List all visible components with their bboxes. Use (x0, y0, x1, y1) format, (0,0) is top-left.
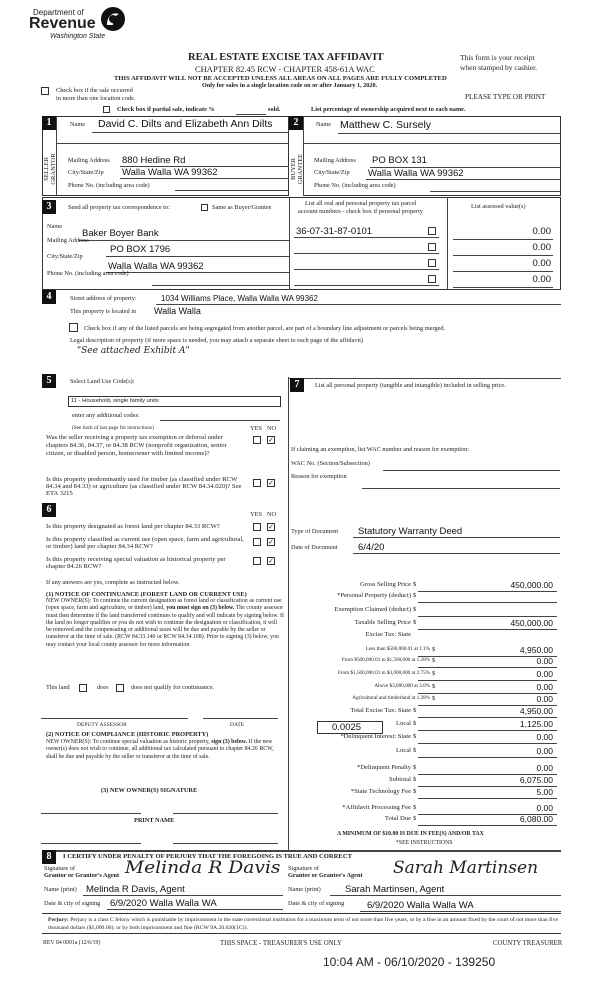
street-label: Street address of property: (70, 295, 137, 302)
section-6-badge: 6 (42, 503, 56, 517)
seller-name-label: Name (70, 121, 86, 128)
buyer-name-field[interactable]: Matthew C. Sursely (340, 119, 432, 131)
tax-row-value[interactable]: 1,125.00 (519, 719, 553, 729)
grantee-sig-label-2: Grantee or Grantee's Agent (288, 872, 363, 879)
tax-row-value[interactable]: 0.00 (536, 694, 553, 704)
tax-row-label: Local (395, 747, 411, 754)
wac-label: WAC No. (Section/Subsection) (291, 460, 370, 467)
tax-row-value[interactable]: 6,080.00 (519, 814, 553, 824)
correspondence-label: Send all property tax correspondence to: (68, 204, 170, 211)
assessor-date-label: DATE (230, 722, 245, 728)
no-header-6: NO (267, 511, 277, 518)
currency-symbol: $ (413, 606, 417, 613)
receipt-note-2: when stamped by cashier. (460, 63, 538, 72)
assessed-values-header: List assessed value(s) (471, 203, 526, 210)
tax-row-value[interactable]: 0.00 (536, 763, 553, 773)
partial-sale-checkbox[interactable] (103, 106, 110, 113)
tax-row-label: *Affidavit Processing Fee (342, 804, 411, 811)
wac-field[interactable] (383, 470, 560, 471)
parcels-header: List all real and personal property tax parcel (305, 200, 417, 207)
certify-statement: I CERTIFY UNDER PENALTY OF PERJURY THAT THE FOREGOING IS TRUE AND CORRECT (63, 853, 352, 860)
if-yes-note: If any answers are yes, complete as instructed below. (46, 579, 180, 586)
grantor-sig-label: Signature of (44, 865, 75, 872)
seller-name-field[interactable]: David C. Dilts and Elizabeth Ann Dilts (98, 118, 273, 130)
seller-phone-label: Phone No. (including area code) (68, 182, 150, 189)
parcels-header-2: account numbers - check box if personal property (298, 208, 424, 215)
parcel-number[interactable]: 36-07-31-87-0101 (296, 226, 373, 237)
this-land-label: This land (46, 684, 70, 691)
currency-symbol: $ (413, 804, 417, 811)
section-4-badge: 4 (42, 290, 56, 304)
grantee-date-field[interactable]: 6/9/2020 Walla Walla WA (367, 900, 474, 911)
does-label: does (97, 684, 109, 691)
tax-row-label: Exemption Claimed (deduct) (334, 606, 411, 613)
currency-symbol: $ (413, 720, 417, 727)
tax-row-value[interactable]: 0.00 (536, 732, 553, 742)
reason-field[interactable] (362, 488, 560, 489)
does-not-label: does not qualify for continuance. (131, 684, 215, 691)
buyer-name-label: Name (316, 121, 332, 128)
q2-yes-checkbox[interactable] (253, 479, 261, 487)
currency-symbol: $ (413, 592, 417, 599)
seller-city-label: City/State/Zip (68, 169, 104, 176)
doc-type-field[interactable]: Statutory Warranty Deed (358, 526, 463, 537)
q1-yes-checkbox[interactable] (253, 436, 261, 444)
same-as-buyer-label: Same as Buyer/Grantee (212, 204, 272, 211)
warning-text: THIS AFFIDAVIT WILL NOT BE ACCEPTED UNLESS ALL AREAS ON ALL PAGES ARE FULLY COMPLETED (114, 75, 447, 82)
forest-yes-checkbox[interactable] (253, 523, 261, 531)
currency-symbol: $ (413, 733, 417, 740)
q1-no-checkbox[interactable]: ✓ (268, 436, 274, 444)
notice1-body: NEW OWNER(S): To continue the current designation as forest land or classification as current use (open space, farm and agriculture, or timber) land, you must sign on (3) below. The county assessor must then determine if the land transferred continues to qualify and will indicate by signing below. If the land no longer qualifies or you do not wish to continue the designation or classification, it will be removed and the compensating or additional taxes will be due and payable by the seller or transferor at the time of sale. (RCW 84.33.140 or RCW 84.34.108). Prior to signing (3) below, you may contact your local county assessor for more information. (46, 598, 284, 648)
currency-symbol: $ (432, 657, 436, 664)
tax-row-label: *Delinquent Penalty (356, 764, 411, 771)
same-as-buyer-checkbox[interactable] (201, 204, 208, 211)
grantee-name-field[interactable]: Sarah Martinsen, Agent (345, 884, 445, 895)
seller-side-label: SELLER GRANTOR (43, 153, 57, 185)
reason-label: Reason for exemption (291, 473, 347, 480)
grantor-name-label: Name (print) (44, 886, 77, 893)
partial-sale-label: Check box if partial sale, indicate % (117, 106, 215, 113)
tax-row-label: *State Technology Fee (350, 788, 411, 795)
tax-row-label: Local (395, 720, 411, 727)
currency-symbol: $ (413, 764, 417, 771)
grantee-name-label: Name (print) (288, 886, 321, 893)
deputy-assessor-line[interactable] (41, 718, 188, 719)
buyer-city-label: City/State/Zip (314, 169, 350, 176)
corr-mailing-label: Mailing Address (47, 237, 89, 244)
multi-location-checkbox[interactable] (41, 87, 49, 95)
sold-label: sold. (268, 106, 281, 113)
tax-row-value[interactable]: 4,950.00 (519, 706, 553, 716)
personal-property-checkbox[interactable] (428, 259, 436, 267)
form-revision: REV 84 0001a (12/6/19) (43, 940, 101, 946)
multi-location-label-2: in more than one location code. (56, 95, 136, 102)
exemption-label: If claiming an exemption, list WAC number and reason for exemption: (291, 446, 470, 453)
tax-row-label: Total Excise Tax: State (350, 707, 411, 714)
currency-symbol: $ (413, 581, 417, 588)
partial-percent-field[interactable] (236, 114, 266, 115)
corr-city-field[interactable]: Walla Walla WA 99362 (108, 261, 204, 272)
personal-property-checkbox[interactable] (428, 243, 436, 251)
currency-symbol: $ (413, 776, 417, 783)
receipt-stamp: 10:04 AM - 06/10/2020 - 139250 (323, 955, 496, 969)
forest-question: Is this property designated as forest land per chapter 84.33 RCW? (46, 523, 220, 530)
seller-mailing-field[interactable]: 880 Hedine Rd (122, 155, 186, 166)
currency-symbol: $ (413, 788, 417, 795)
tax-row-label: From $500,000.01 to $1,500,000 at 1.28% (341, 657, 430, 663)
grantor-signature[interactable]: Melinda R Davis (124, 858, 281, 878)
page-title: REAL ESTATE EXCISE TAX AFFIDAVIT (188, 52, 384, 63)
tax-row-value[interactable]: 450,000.00 (510, 618, 553, 628)
legal-label: Legal description of property (if more space is needed, you may attach a separate sheet to each page of the affidavit) (70, 337, 364, 344)
currency-symbol: $ (413, 707, 417, 714)
segregated-checkbox[interactable] (69, 323, 78, 332)
corr-mailing-field[interactable]: PO BOX 1796 (110, 244, 171, 255)
buyer-phone-field[interactable] (430, 191, 561, 192)
page-subtitle: CHAPTER 82.45 RCW - CHAPTER 458-61A WAC (195, 64, 375, 74)
buyer-side-label: BUYER GRANTEE (290, 153, 304, 185)
corr-name-field[interactable]: Baker Boyer Bank (82, 228, 159, 239)
grantor-date-field[interactable]: 6/9/2020 Walla Walla WA (110, 898, 217, 909)
personal-property-label: List all personal property (tangible and intangible) included in selling price. (315, 382, 506, 389)
tax-row-label: *Delinquent Interest: State (340, 733, 411, 740)
tax-row-label: Subtotal (389, 776, 411, 783)
seller-phone-field[interactable] (175, 190, 289, 191)
perjury-notice: Perjury: Perjury is a class C felony which is punishable by imprisonment in the state correctional institution for a maximum term of not more than five years, or by a fine in an amount fixed by the court of not more than five thousand dollars ($5,000.00), or by both imprisonment and fine (RCW 9A.20.020(1C)). (42, 913, 561, 934)
currency-symbol: $ (432, 646, 436, 653)
new-owner-signature-line-2[interactable] (173, 813, 278, 814)
receipt-note-1: This form is your receipt (460, 53, 535, 62)
historical-question: Is this property receiving special valuation as historical property per chapter 84.26 RCW? (46, 556, 226, 570)
local-rate-value: 0.0025 (332, 722, 362, 733)
print-name-label: PRINT NAME (134, 817, 175, 824)
grantee-date-label: Date & city of signing (288, 900, 345, 907)
new-owner-signature-line-1[interactable] (41, 813, 141, 814)
land-use-label: Select Land Use Code(s): (70, 378, 135, 385)
notice2-body: NEW OWNER(S): To continue special valuation as historic property, sign (3) below. If the new owner(s) does not wish to continue, all additional tax calculated pursuant to chapter 84.26 RCW, shall be due and payable by the seller or transferor at the time of sale. (46, 739, 274, 760)
assessed-value[interactable]: 0.00 (532, 226, 551, 237)
currency-symbol: $ (413, 815, 417, 822)
local-rate-box[interactable] (317, 721, 383, 734)
tax-row-label: Less than $500,000.01 at 1.1% (365, 646, 430, 652)
notice2-title: (2) NOTICE OF COMPLIANCE (HISTORIC PROPERTY) (46, 731, 209, 738)
only-for-note: Only for sales in a single location code on or after January 1, 2020. (202, 82, 378, 89)
legal-description-field[interactable]: "See attached Exhibit A" (77, 346, 190, 356)
corr-phone-label: Phone No. (including area code) (47, 270, 129, 277)
personal-property-checkbox[interactable] (428, 227, 436, 235)
ownership-note: List percentage of ownership acquired next to each name. (311, 106, 466, 113)
corr-phone-field[interactable] (152, 285, 289, 286)
timber-question: Is this property predominantly used for timber (as classified under RCW 84.34 and 84.33) or agriculture (as classified under RCW 84.34.020)? See ETA 3215 (46, 476, 242, 497)
yes-header-6: YES (250, 511, 262, 518)
tax-row-value[interactable]: 0.00 (536, 669, 553, 679)
minimum-note: A MINIMUM OF $10.00 IS DUE IN FEE(S) AND/OR TAX (337, 831, 484, 837)
current-use-no-checkbox[interactable]: ✓ (268, 538, 274, 546)
section-2-badge: 2 (289, 116, 303, 130)
grantor-sig-label-2: Grantor or Grantor's Agent (44, 872, 120, 879)
deputy-assessor-label: DEPUTY ASSESSOR (77, 722, 127, 728)
assessor-date-line[interactable] (203, 718, 278, 719)
print-name-line-1[interactable] (41, 843, 141, 844)
doc-date-field[interactable]: 6/4/20 (358, 542, 385, 553)
current-use-yes-checkbox[interactable] (253, 538, 261, 546)
currency-symbol: $ (413, 619, 417, 626)
does-not-qualify-checkbox[interactable] (116, 684, 124, 692)
dor-swoosh-icon (98, 5, 126, 33)
no-header: NO (267, 425, 277, 432)
seller-mailing-label: Mailing Address (68, 157, 110, 164)
historical-no-checkbox[interactable]: ✓ (268, 557, 274, 565)
tax-row-value[interactable]: 0.00 (536, 682, 553, 692)
tax-row-value[interactable]: 0.00 (536, 803, 553, 813)
current-use-question: Is this property classified as current use (open space, farm and agricultural, or timber) land per chapter 84.34 RCW? (46, 536, 244, 550)
tax-row-label: Total Due (384, 815, 411, 822)
assessed-value[interactable]: 0.00 (532, 274, 551, 285)
multi-location-label: Check box if the sale occurred (56, 87, 133, 94)
yes-header: YES (250, 425, 262, 432)
section-3-badge: 3 (42, 200, 56, 214)
section-8-badge: 8 (42, 850, 56, 864)
doc-type-label: Type of Document (291, 528, 339, 535)
tax-row-label: Agricultural and timberland at 1.28% (352, 695, 430, 701)
logo-line3: Washington State (50, 33, 106, 40)
corr-city-label: City/State/Zip (47, 253, 83, 260)
county-treasurer-label: COUNTY TREASURER (493, 940, 563, 947)
notice1-title: (1) NOTICE OF CONTINUANCE (FOREST LAND OR CURRENT USE) (46, 591, 247, 598)
buyer-mailing-field[interactable]: PO BOX 131 (372, 155, 427, 166)
forest-no-checkbox[interactable]: ✓ (268, 523, 274, 531)
section-5-badge: 5 (42, 374, 56, 388)
located-label: This property is located in (70, 308, 137, 315)
does-qualify-checkbox[interactable] (79, 684, 87, 692)
please-type: PLEASE TYPE OR PRINT (465, 93, 546, 101)
tax-row-value[interactable]: 6,075.00 (519, 775, 553, 785)
tax-row-value[interactable]: 0.00 (536, 746, 553, 756)
exemption-question: Was the seller receiving a property tax exemption or deferral under chapters 84.36, 84.37, or 84.38 RCW (nonprofit organization, senior citizen, or disabled person, homeowner with limited income)? (46, 434, 227, 458)
located-field[interactable]: Walla Walla (154, 306, 201, 316)
logo-line1: Department of (33, 8, 84, 17)
currency-symbol: $ (432, 670, 436, 677)
tax-row-label: *Personal Property (deduct) (337, 592, 411, 599)
section-1-badge: 1 (42, 116, 56, 130)
currency-symbol: $ (413, 747, 417, 754)
currency-symbol: $ (432, 683, 436, 690)
grantee-signature[interactable]: Sarah Martinsen (393, 858, 539, 878)
personal-property-checkbox[interactable] (428, 275, 436, 283)
corr-name-label: Name (47, 223, 63, 230)
tax-row-label: Gross Selling Price (360, 581, 411, 588)
assessed-value[interactable]: 0.00 (532, 258, 551, 269)
seller-city-field[interactable]: Walla Walla WA 99362 (122, 167, 218, 178)
tax-row-label: Excise Tax: State (365, 631, 411, 638)
print-name-line-2[interactable] (173, 843, 278, 844)
currency-symbol: $ (432, 695, 436, 702)
additional-codes-field[interactable] (160, 420, 280, 421)
treasurer-use-label: THIS SPACE - TREASURER'S USE ONLY (220, 940, 342, 947)
logo-line2: Revenue (29, 15, 96, 32)
section-7-badge: 7 (290, 378, 304, 392)
tax-row-value[interactable]: 450,000.00 (510, 580, 553, 590)
additional-codes-label: enter any additional codes: (72, 412, 140, 419)
segregated-note: Check box if any of the listed parcels are being segregated from another parcel, are part of a boundary line adjustment or parcels being merged. (84, 325, 446, 332)
tax-row-value[interactable]: 5.00 (536, 787, 553, 797)
grantor-date-label: Date & city of signing (44, 900, 101, 907)
historical-yes-checkbox[interactable] (253, 557, 261, 565)
buyer-mailing-label: Mailing Address (314, 157, 356, 164)
doc-date-label: Date of Document (291, 544, 338, 551)
buyer-city-field[interactable]: Walla Walla WA 99362 (368, 168, 464, 179)
tax-row-value[interactable]: 4,950.00 (519, 645, 553, 655)
land-use-select[interactable] (68, 396, 281, 407)
grantor-name-field[interactable]: Melinda R Davis, Agent (86, 884, 185, 895)
tax-row-label: Taxable Selling Price (354, 619, 411, 626)
land-use-value: 11 - Household, single family units (71, 398, 159, 404)
tax-row-label: From $1,500,000.01 to $3,000,000 at 2.75% (337, 670, 430, 676)
tax-row-label: Above $3,000,000 at 3.0% (374, 683, 430, 689)
see-back-note: (See back of last page for instructions) (72, 425, 154, 431)
new-owner-signature-title: (3) NEW OWNER(S) SIGNATURE (101, 787, 198, 794)
grantee-sig-label: Signature of (288, 865, 319, 872)
see-instructions: *SEE INSTRUCTIONS (396, 840, 453, 846)
tax-row-value[interactable]: 0.00 (536, 656, 553, 666)
street-field[interactable]: 1034 Williams Place, Walla Walla WA 99362 (161, 294, 318, 303)
q2-no-checkbox[interactable]: ✓ (268, 479, 274, 487)
assessed-value[interactable]: 0.00 (532, 242, 551, 253)
buyer-phone-label: Phone No. (including area code) (314, 182, 396, 189)
